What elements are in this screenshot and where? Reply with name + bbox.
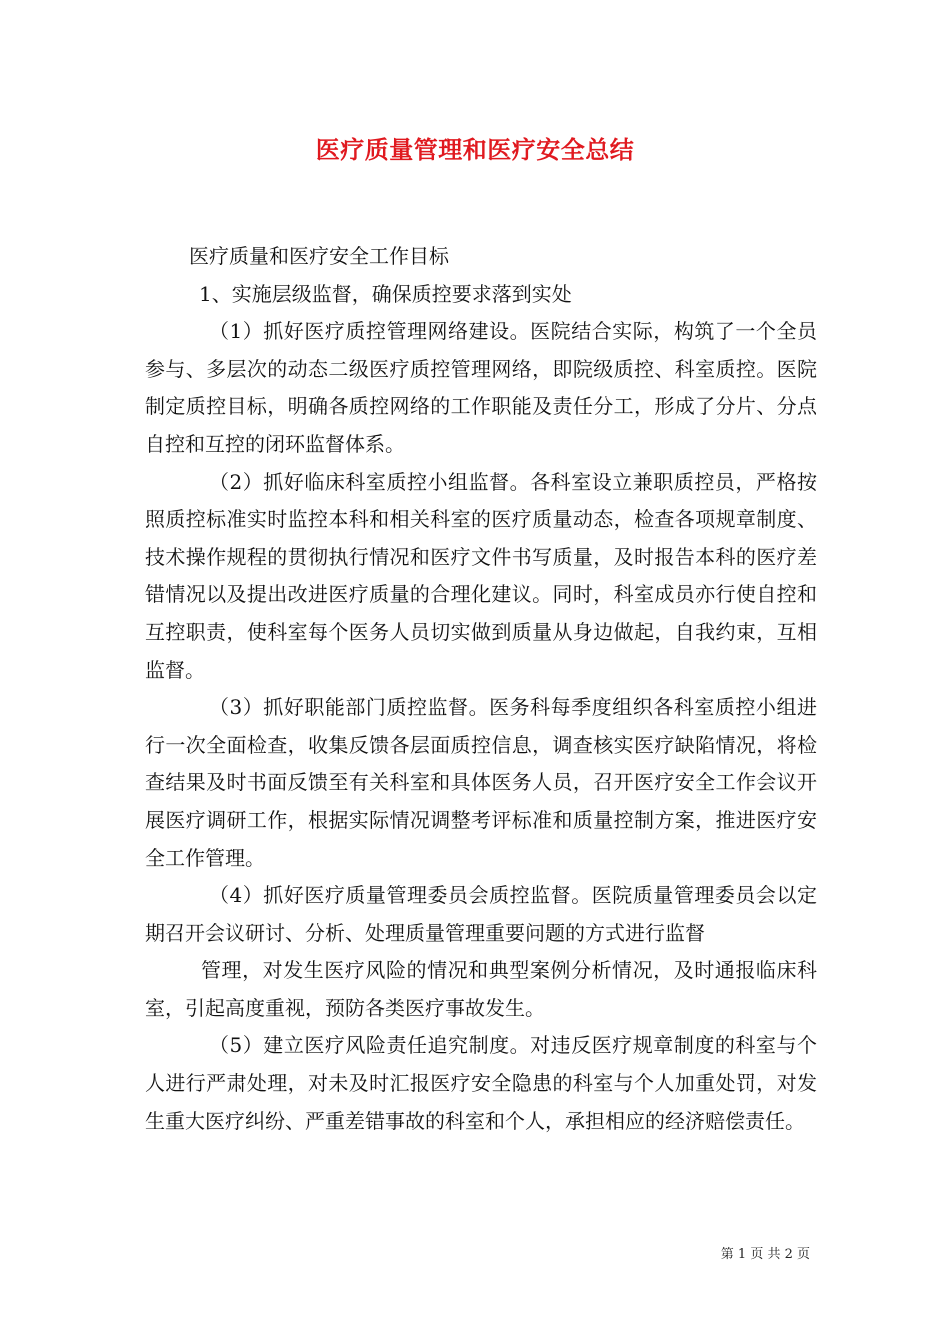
section-heading: 医疗质量和医疗安全工作目标: [189, 244, 449, 268]
page-number-footer: 第 1 页 共 2 页: [720, 1247, 810, 1262]
paragraph-item-4: （4）抓好医疗质量管理委员会质控监督。医院质量管理委员会以定期召开会议研讨、分析、处理质量管理重要问题的方式进行监督: [145, 883, 817, 945]
paragraph-item-3: （3）抓好职能部门质控监督。医务科每季度组织各科室质控小组进行一次全面检查，收集反馈各层面质控信息，调查核实医疗缺陷情况，将检查结果及时书面反馈至有关科室和具体医务人员，召开医疗安全工作会议开展医疗调研工作，根据实际情况调整考评标准和质量控制方案，推进医疗安全工作管理。: [145, 695, 817, 870]
document-title: 医疗质量管理和医疗安全总结: [315, 135, 635, 164]
paragraph-item-4-continued: 管理，对发生医疗风险的情况和典型案例分析情况，及时通报临床科室，引起高度重视，预防各类医疗事故发生。: [145, 958, 817, 1020]
document-body: [145, 238, 817, 1140]
paragraph-item-5: （5）建立医疗风险责任追究制度。对违反医疗规章制度的科室与个人进行严肃处理，对未及时汇报医疗安全隐患的科室与个人加重处罚，对发生重大医疗纠纷、严重差错事故的科室和个人，承担相应的经济赔偿责任。: [145, 1033, 817, 1133]
paragraph-item-1: （1）抓好医疗质控管理网络建设。医院结合实际，构筑了一个全员参与、多层次的动态二级医疗质控管理网络，即院级质控、科室质控。医院制定质控目标，明确各质控网络的工作职能及责任分工，形成了分片、分点自控和互控的闭环监督体系。: [145, 319, 817, 456]
subsection-heading: 1、实施层级监督，确保质控要求落到实处: [199, 281, 572, 306]
paragraph-item-2: （2）抓好临床科室质控小组监督。各科室设立兼职质控员，严格按照质控标准实时监控本科和相关科室的医疗质量动态，检查各项规章制度、技术操作规程的贯彻执行情况和医疗文件书写质量，及时报告本科的医疗差错情况以及提出改进医疗质量的合理化建议。同时，科室成员亦行使自控和互控职责，使科室每个医务人员切实做到质量从身边做起，自我约束，互相监督。: [145, 469, 817, 682]
